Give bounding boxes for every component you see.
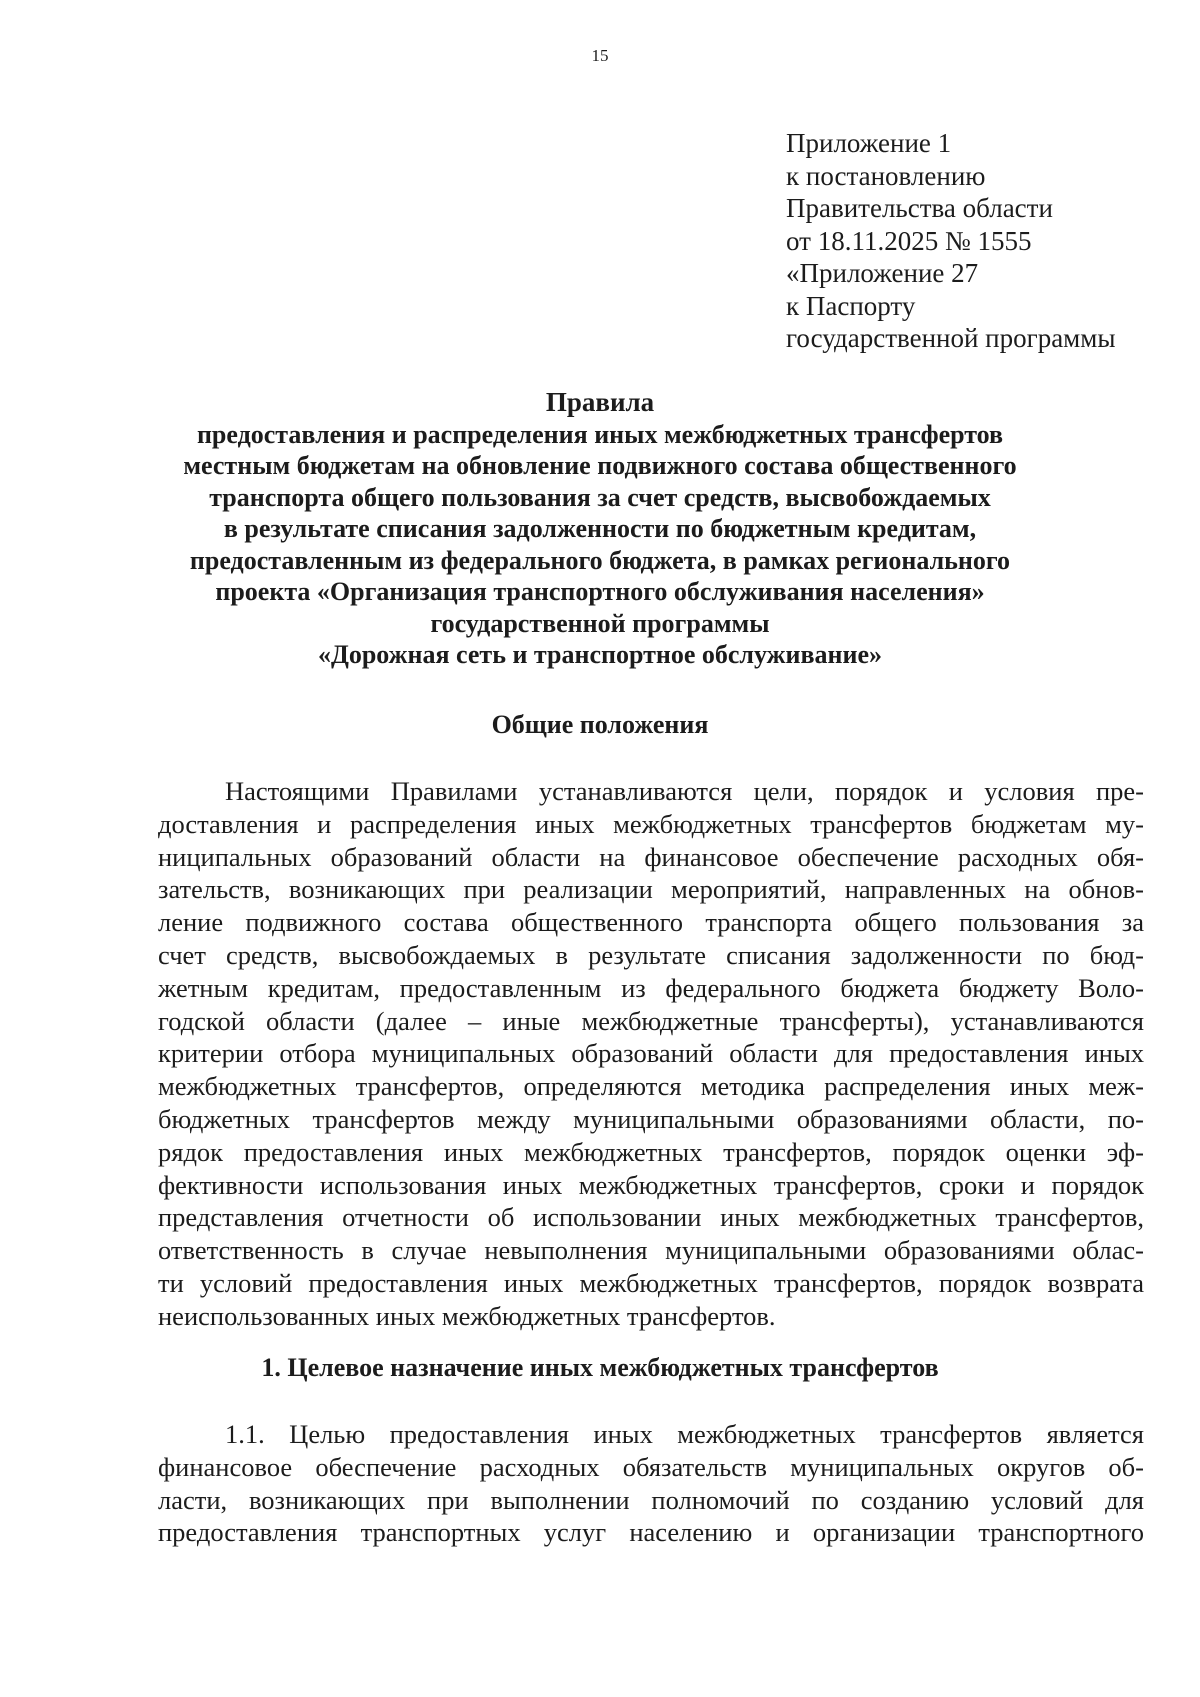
- paragraph-line: Настоящими Правилами устанавливаются цели, порядок и условия пре-: [225, 776, 1144, 806]
- general-provisions-heading: Общие положения: [491, 710, 709, 739]
- paragraph-line: ласти, возникающих при выполнении полномочий по созданию условий для: [158, 1484, 1144, 1515]
- paragraph-line: годской области (далее – иные межбюджетные трансферты), устанавливаются: [158, 1005, 1144, 1036]
- title-line: местным бюджетам на обновление подвижного состава общественного: [183, 451, 1017, 480]
- paragraph-line: ответственность в случае невыполнения муниципальными образованиями облас-: [158, 1235, 1144, 1266]
- paragraph-line: зательств, возникающих при реализации мероприятий, направленных на обнов-: [158, 874, 1144, 905]
- paragraph-line: рядок предоставления иных межбюджетных трансфертов, порядок оценки эф-: [158, 1136, 1144, 1167]
- paragraph-line: критерии отбора муниципальных образований области для предоставления иных: [158, 1038, 1144, 1069]
- document-title: [130, 387, 1070, 671]
- paragraph-line: бюджетных трансфертов между муниципальными образованиями области, по-: [158, 1103, 1144, 1134]
- title-line: предоставленным из федерального бюджета, в рамках регионального: [189, 545, 1011, 575]
- paragraph-line: финансовое обеспечение расходных обязательств муниципальных округов об-: [158, 1451, 1144, 1482]
- annex-line: «Приложение 27: [786, 258, 979, 288]
- paragraph-line: 1.1. Целью предоставления иных межбюджетных трансфертов является: [225, 1419, 1144, 1449]
- paragraph-line: счет средств, высвобождаемых в результате списания задолженности по бюд-: [158, 939, 1144, 970]
- title-line: государственной программы: [430, 608, 770, 638]
- paragraph-line: ти условий предоставления иных межбюджетных трансфертов, порядок возврата: [158, 1267, 1144, 1298]
- title-line: предоставления и распределения иных межбюджетных трансфертов: [196, 419, 1004, 449]
- title-line: в результате списания задолженности по бюджетным кредитам,: [223, 514, 977, 543]
- annex-line: Правительства области: [786, 193, 1053, 223]
- paragraph-line: ление подвижного состава общественного транспорта общего пользования за: [158, 907, 1144, 938]
- title-line: проекта «Организация транспортного обслуживания населения»: [215, 577, 985, 606]
- title-main: Правила: [545, 387, 655, 417]
- title-line: «Дорожная сеть и транспортное обслуживание»: [317, 640, 883, 669]
- annex-line: государственной программы: [786, 323, 1116, 353]
- paragraph-line: жетным кредитам, предоставленным из федерального бюджета бюджету Воло-: [158, 972, 1144, 1003]
- paragraph-line: доставления и распределения иных межбюджетных трансфертов бюджетам му-: [158, 808, 1144, 839]
- paragraph-line: представления отчетности об использовании иных межбюджетных трансфертов,: [158, 1202, 1144, 1233]
- paragraph-line: предоставления транспортных услуг населению и организации транспортного: [158, 1517, 1144, 1548]
- section-1-paragraph: [158, 1418, 1144, 1549]
- page-number: 15: [591, 46, 609, 65]
- paragraph-line: неиспользованных иных межбюджетных трансфертов.: [158, 1300, 776, 1331]
- annex-line: к Паспорту: [786, 290, 916, 321]
- paragraph-line: фективности использования иных межбюджетных трансфертов, сроки и порядок: [158, 1169, 1144, 1200]
- annex-line: от 18.11.2025 № 1555: [786, 225, 1032, 256]
- annex-header: [786, 127, 1166, 355]
- annex-line: Приложение 1: [786, 128, 952, 158]
- section-1-heading: 1. Целевое назначение иных межбюджетных трансфертов: [261, 1353, 939, 1382]
- paragraph-line: межбюджетных трансфертов, определяются методика распределения иных меж-: [158, 1071, 1144, 1102]
- paragraph-line: ниципальных образований области на финансовое обеспечение расходных обя-: [158, 841, 1144, 872]
- annex-line: к постановлению: [786, 160, 986, 191]
- title-line: транспорта общего пользования за счет средств, высвобождаемых: [209, 482, 991, 512]
- general-provisions-paragraph: [158, 775, 1144, 1333]
